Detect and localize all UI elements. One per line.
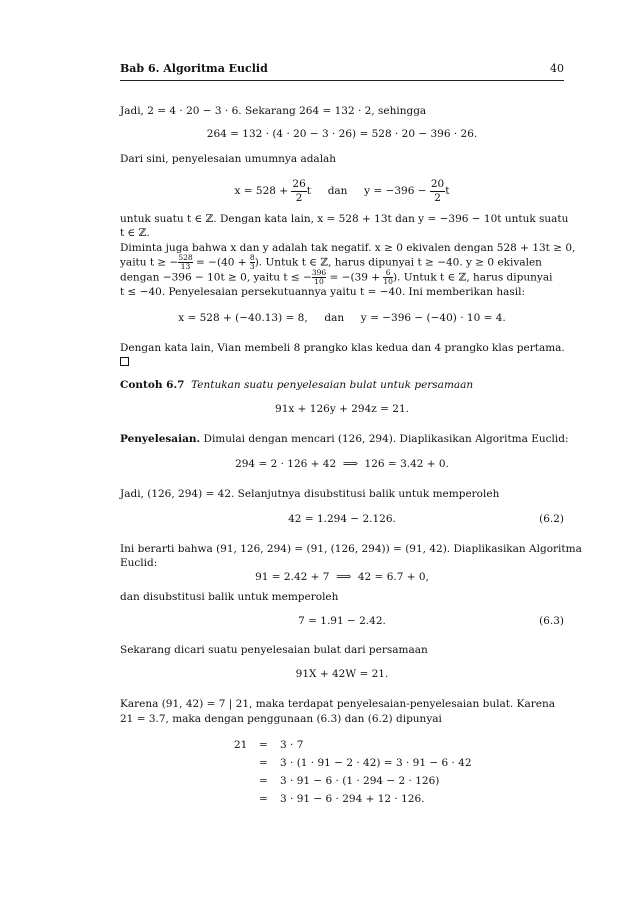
paragraph-line: Sekarang dicari suatu penyelesaian bulat dari persamaan (120, 644, 428, 656)
equation: 294 = 2 · 126 + 42 ⟹ 126 = 3.42 + 0. (235, 458, 449, 470)
fraction: $\frac{528}{13}$ (178, 253, 193, 271)
fraction: $\frac{20}{2}$ (430, 177, 445, 204)
chapter-title: Bab 6. Algoritma Euclid (120, 62, 268, 75)
align-rhs: 3 · 7 (280, 739, 304, 751)
paragraph-line: Dengan kata lain, Vian membeli 8 prangko klas kedua dan 4 prangko klas pertama. (120, 342, 565, 354)
paragraph-line: Jadi, 2 = 4 · 20 − 3 · 6. Sekarang 264 = 132 · 2, sehingga (120, 105, 427, 117)
align-op: = (259, 757, 268, 769)
fraction: $\frac{6}{10}$ (383, 268, 393, 286)
align-lhs: 21 (234, 739, 248, 751)
page-number: 40 (550, 62, 564, 75)
paragraph-line: Euclid: (120, 557, 158, 569)
equation-general-solution: x = 528 + $\frac{26}{2}$ t dan y = −396 − $\frac{20}{2}$ t (234, 177, 450, 204)
equation: 91X + 42W = 21. (295, 668, 389, 680)
paragraph-line: t ∈ ℤ. (120, 227, 150, 239)
fraction: $\frac{8}{3}$ (249, 253, 255, 271)
equation: x = 528 + (−40.13) = 8, dan y = −396 − (−40) · 10 = 4. (178, 312, 506, 324)
fraction: $\frac{396}{10}$ (311, 268, 327, 286)
paragraph-line: yaitu t ≥ − $\frac{528}{13} = -(40$ + $\frac{8}{3}$). Untuk t ∈ ℤ, harus dipunyai t ≥ −40. y ≥ 0 ekivalen (120, 253, 542, 271)
equation-6-3: 7 = 1.91 − 2.42. (298, 615, 386, 627)
qed-line (120, 356, 564, 370)
paragraph-line: 21 = 3.7, maka dengan penggunaan (6.3) dan (6.2) dipunyai (120, 713, 442, 725)
paragraph-line: Karena (91, 42) = 7 | 21, maka terdapat penyelesaian-penyelesaian bulat. Karena (120, 698, 555, 710)
paragraph-line: untuk suatu t ∈ ℤ. Dengan kata lain, x = 528 + 13t dan y = −396 − 10t untuk suatu (120, 213, 569, 225)
example-heading: Contoh 6.7 Tentukan suatu penyelesaian bulat untuk persamaan (120, 379, 474, 391)
paragraph-line: Dari sini, penyelesaian umumnya adalah (120, 153, 337, 165)
paragraph-line: t ≤ −40. Penyelesaian persekutuannya yaitu t = −40. Ini memberikan hasil: (120, 286, 525, 298)
running-header (120, 62, 564, 81)
align-rhs: 3 · 91 − 6 · (1 · 294 − 2 · 126) (280, 775, 440, 787)
align-rhs: 3 · 91 − 6 · 294 + 12 · 126. (280, 793, 425, 805)
equation: 91 = 2.42 + 7 ⟹ 42 = 6.7 + 0, (255, 571, 429, 583)
paragraph-line: Ini berarti bahwa (91, 126, 294) = (91, (126, 294)) = (91, 42). Diaplikasikan Algoritma (120, 543, 582, 555)
equation: 91x + 126y + 294z = 21. (275, 403, 409, 415)
paragraph-line: dan disubstitusi balik untuk memperoleh (120, 591, 339, 603)
align-op: = (259, 739, 268, 751)
paragraph-line: dengan −396 − 10t ≥ 0, yaitu t ≤ − $\frac{396}{10} = -(39$ + $\frac{6}{10}$). Untuk t ∈ ℤ, harus dipunyai (120, 268, 553, 286)
equation-number: (6.2) (539, 513, 564, 525)
equation: 264 = 132 · (4 · 20 − 3 · 26) = 528 · 20 − 396 · 26. (206, 128, 478, 140)
equation-6-2: 42 = 1.294 − 2.126. (288, 513, 396, 525)
qed-square-icon (120, 357, 129, 366)
align-rhs: 3 · (1 · 91 − 2 · 42) = 3 · 91 − 6 · 42 (280, 757, 472, 769)
align-op: = (259, 775, 268, 787)
align-op: = (259, 793, 268, 805)
equation-number: (6.3) (539, 615, 564, 627)
fraction: $\frac{26}{2}$ (292, 177, 306, 204)
paragraph-line: Diminta juga bahwa x dan y adalah tak negatif. x ≥ 0 ekivalen dengan 528 + 13t ≥ 0, (120, 242, 576, 254)
solution-line: Penyelesaian. Dimulai dengan mencari (126, 294). Diaplikasikan Algoritma Euclid: (120, 433, 569, 445)
paragraph-line: Jadi, (126, 294) = 42. Selanjutnya disubstitusi balik untuk memperoleh (120, 488, 500, 500)
